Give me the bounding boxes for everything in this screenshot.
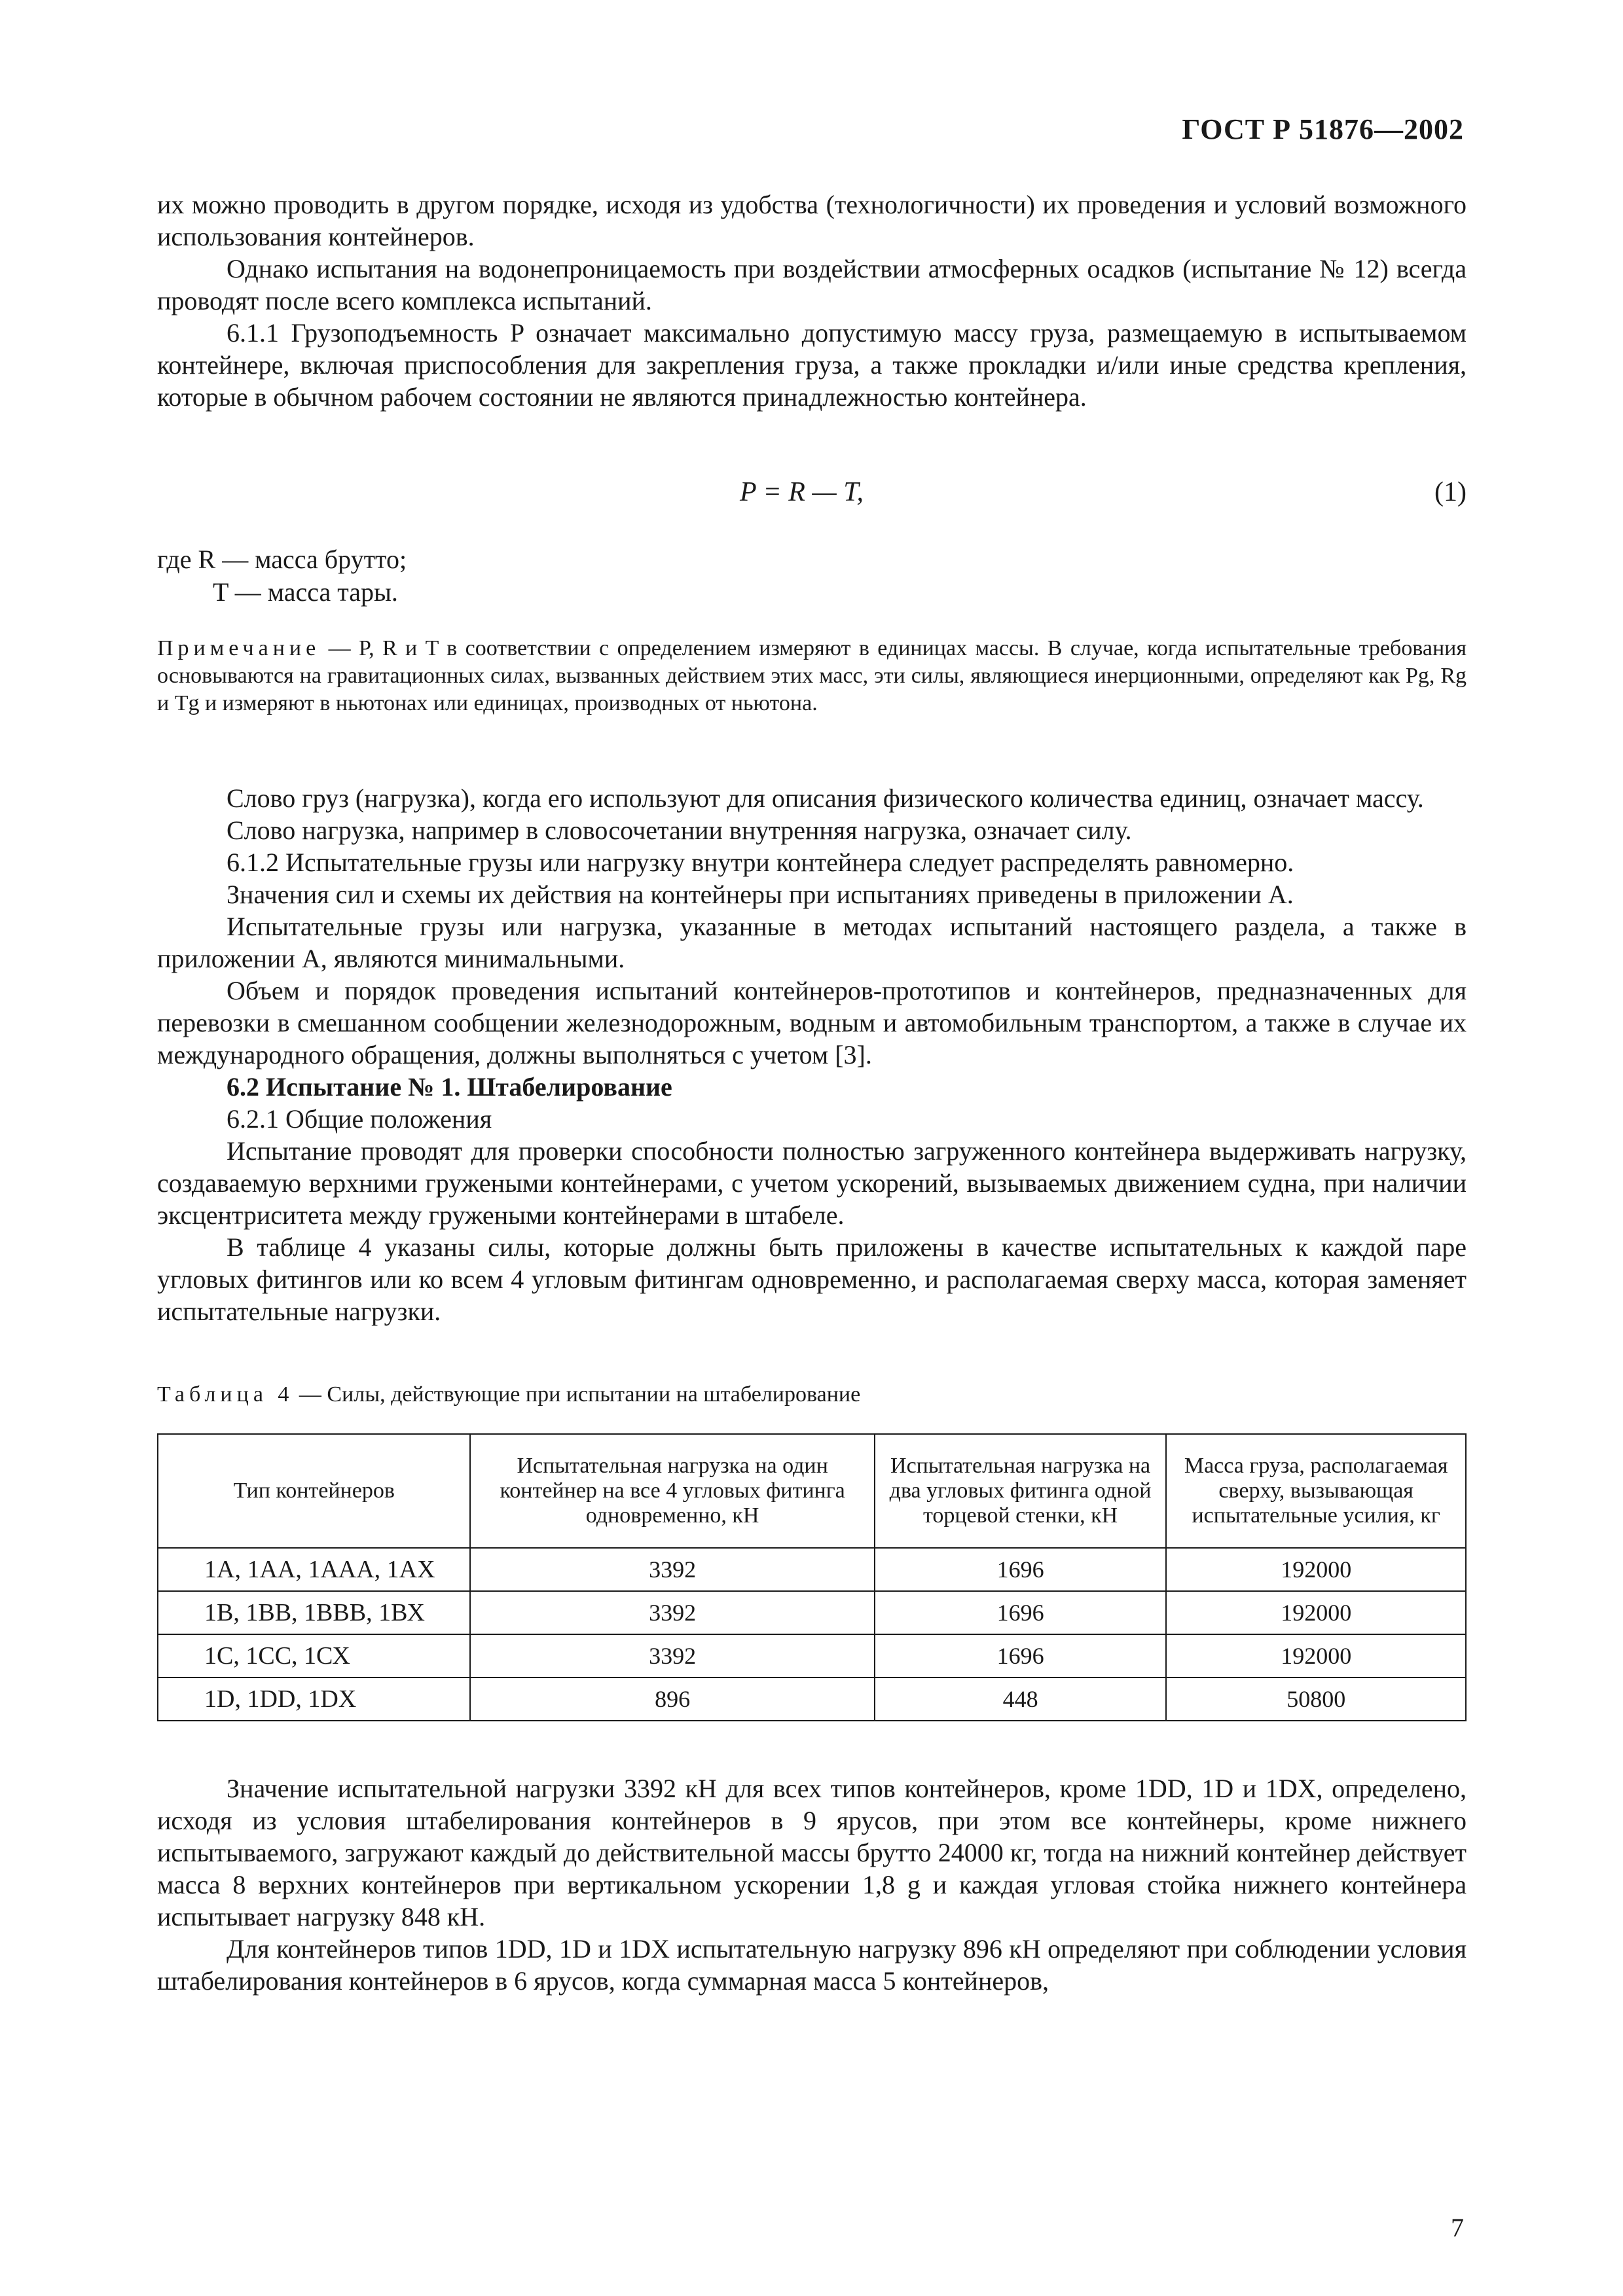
page-number: 7 <box>1451 2213 1464 2242</box>
paragraph-table-intro: В таблице 4 указаны силы, которые должны быть приложены в качестве испытательных к каждой паре угловых фитингов или ко всем 4 угловым фитингам одновременно, и располагаемая сверху масса, которая заменяет испытательные нагрузки. <box>157 1232 1467 1326</box>
header-container-type: Тип контейнеров <box>158 1434 470 1548</box>
paragraph-test-purpose: Испытание проводят для проверки способности полностью загруженного контейнера выдерживать нагрузку, создаваемую верхними гружеными контейнерами, с учетом ускорений, вызываемых движением судна, при наличии эксцентриситета между гружеными контейнерами в штабеле. <box>157 1136 1467 1230</box>
cell-value: 50800 <box>1166 1677 1466 1721</box>
cell-value: 3392 <box>470 1634 874 1677</box>
table-row <box>158 1548 1466 1591</box>
cell-type: 1D, 1DD, 1DX <box>158 1677 470 1721</box>
table-row <box>158 1677 1466 1721</box>
subsection-6-2-1: 6.2.1 Общие положения <box>227 1104 492 1134</box>
document-code-header: ГОСТ Р 51876—2002 <box>1182 113 1464 145</box>
cell-value: 1696 <box>875 1591 1167 1634</box>
paragraph-6-1-1: 6.1.1 Грузоподъемность P означает максимально допустимую массу груза, размещаемую в испытываемом контейнере, включая приспособления для закрепления груза, а также прокладки и/или иные средства крепления, которые в обычном рабочем состоянии не являются принадлежностью контейнера. <box>157 318 1467 412</box>
paragraph-word-load: Слово груз (нагрузка), когда его используют для описания физического количества единиц, означает массу. <box>227 783 1424 813</box>
table-caption <box>157 1382 860 1407</box>
note-block <box>157 635 1467 717</box>
cell-value: 1696 <box>875 1548 1167 1591</box>
header-load-two-fittings: Испытательная нагрузка на два угловых фитинга одной торцевой стенки, кН <box>875 1434 1167 1548</box>
cell-value: 3392 <box>470 1591 874 1634</box>
cell-value: 192000 <box>1166 1591 1466 1634</box>
note-text: — P, R и T в соответствии с определением измеряют в единицах массы. В случае, когда испытательные требования основываются на гравитационных силах, вызванных действием этих масс, эти силы, являющиеся инерционными, определяют как Pg, Rg и Tg и измеряют в ньютонах или единицах, производных от ньютона. <box>157 636 1467 715</box>
text-block-middle <box>157 782 1467 1327</box>
cell-value: 896 <box>470 1677 874 1721</box>
cell-value: 3392 <box>470 1548 874 1591</box>
paragraph-load-3392: Значение испытательной нагрузки 3392 кН для всех типов контейнеров, кроме 1DD, 1D и 1DX, определено, исходя из условия штабелирования контейнеров в 9 ярусов, при этом все контейнеры, кроме нижнего испытываемого, загружают каждый до действительной массы брутто 24000 кг, тогда на нижний контейнер действует масса 8 верхних контейнеров при вертикальном ускорении 1,8 g и каждая угловая стойка нижнего контейнера испытывает нагрузку 848 кН. <box>157 1774 1467 1931</box>
table-row <box>158 1591 1466 1634</box>
header-mass-on-top: Масса груза, располагаемая сверху, вызывающая испытательные усилия, кг <box>1166 1434 1466 1548</box>
table-caption-text: — Силы, действующие при испытании на штабелирование <box>293 1382 861 1407</box>
paragraph-word-force: Слово нагрузка, например в словосочетании внутренняя нагрузка, означает силу. <box>227 816 1132 845</box>
cell-value: 1696 <box>875 1634 1167 1677</box>
text-block-top <box>157 188 1467 413</box>
cell-value: 192000 <box>1166 1634 1466 1677</box>
table-row <box>158 1634 1466 1677</box>
note-label: Примечание <box>157 636 321 660</box>
cell-value: 192000 <box>1166 1548 1466 1591</box>
formula-legend <box>157 543 407 609</box>
section-heading-6-2: 6.2 Испытание № 1. Штабелирование <box>227 1072 672 1102</box>
legend-line-t: T — масса тары. <box>213 577 398 607</box>
paragraph-6-1-2: 6.1.2 Испытательные грузы или нагрузку внутри контейнера следует распределять равномерно. <box>227 848 1294 877</box>
paragraph-continuation: их можно проводить в другом порядке, исходя из удобства (технологичности) их проведения и условий возможного использования контейнеров. <box>157 190 1467 251</box>
text-block-bottom <box>157 1772 1467 1997</box>
stacking-forces-table <box>157 1433 1467 1721</box>
cell-type: 1А, 1АА, 1ААА, 1АХ <box>158 1548 470 1591</box>
formula-1 <box>157 476 1467 513</box>
formula-expression: P = R — T, <box>740 477 864 507</box>
paragraph-rain-test: Однако испытания на водонепроницаемость при воздействии атмосферных осадков (испытание № 12) всегда проводят после всего комплекса испытаний. <box>157 254 1467 315</box>
paragraph-appendix-a: Значения сил и схемы их действия на контейнеры при испытаниях приведены в приложении А. <box>227 880 1294 909</box>
table-caption-label: Таблица 4 <box>157 1382 294 1407</box>
cell-type: 1В, 1ВВ, 1ВВВ, 1ВХ <box>158 1591 470 1634</box>
legend-line-r: где R — масса брутто; <box>157 545 407 574</box>
formula-number: (1) <box>1434 477 1467 507</box>
header-load-four-fittings: Испытательная нагрузка на один контейнер на все 4 угловых фитинга одновременно, кН <box>470 1434 874 1548</box>
cell-value: 448 <box>875 1677 1167 1721</box>
cell-type: 1С, 1СС, 1СХ <box>158 1634 470 1677</box>
paragraph-minimal-loads: Испытательные грузы или нагрузка, указанные в методах испытаний настоящего раздела, а также в приложении А, являются минимальными. <box>157 912 1467 973</box>
table-header-row <box>158 1434 1466 1548</box>
paragraph-load-896: Для контейнеров типов 1DD, 1D и 1DX испытательную нагрузку 896 кН определяют при соблюдении условия штабелирования контейнеров в 6 ярусов, когда суммарная масса 5 контейнеров, <box>157 1934 1467 1996</box>
paragraph-scope: Объем и порядок проведения испытаний контейнеров-прототипов и контейнеров, предназначенных для перевозки в смешанном сообщении железнодорожным, водным и автомобильным транспортом, а также в случае их международного обращения, должны выполняться с учетом [3]. <box>157 976 1467 1069</box>
